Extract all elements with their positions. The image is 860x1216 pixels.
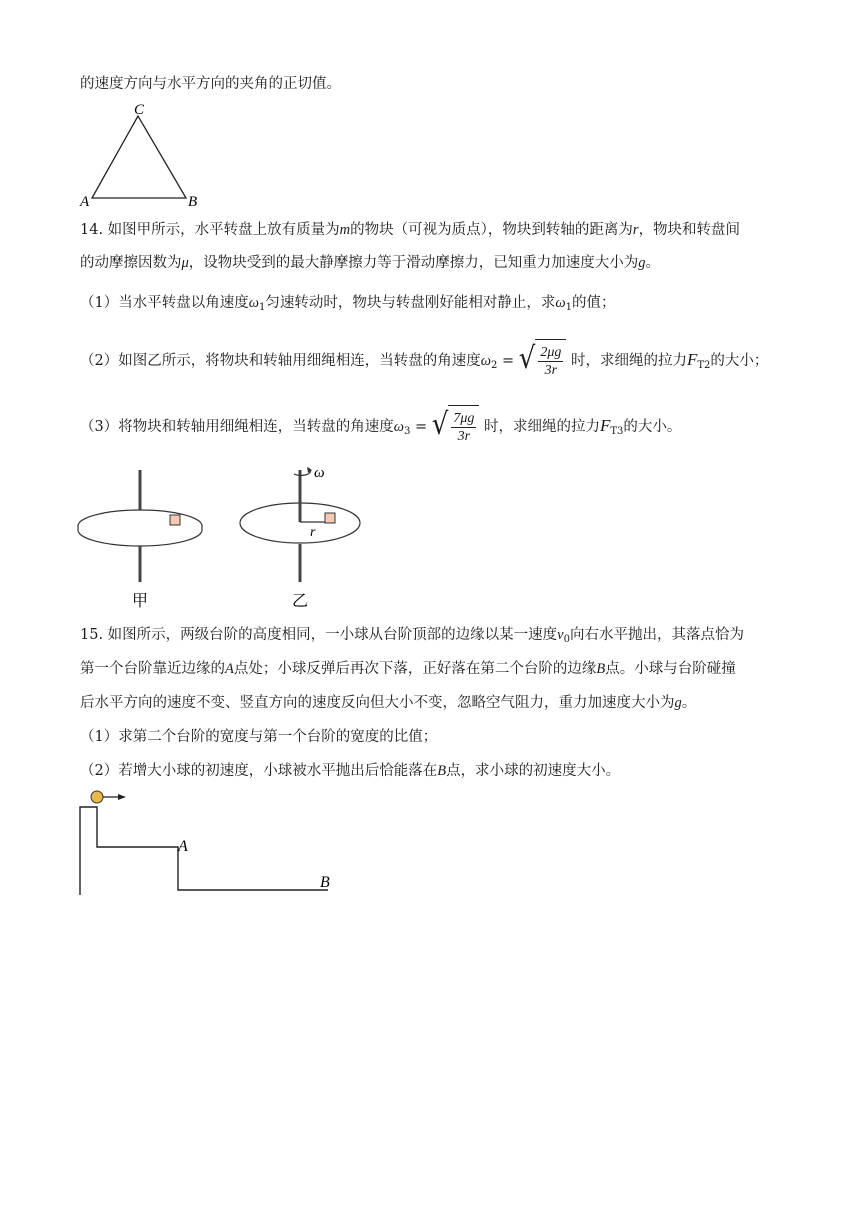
point-label-b: B xyxy=(320,874,330,891)
velocity-arrow-icon xyxy=(118,794,126,800)
q14-part1: （1）当水平转盘以角速度$\omega_1$匀速转动时，物块与转盘刚好能相对静止，求$\omega_1$的值； xyxy=(80,295,616,313)
vertex-label-c: C xyxy=(134,102,145,118)
turntable-jia xyxy=(78,470,202,610)
q15-number: 15. xyxy=(80,627,104,643)
label-r: r xyxy=(310,525,316,540)
q13-tail-text: 的速度方向与水平方向的夹角的正切值。 xyxy=(80,76,341,92)
q15-part2: （2）若增大小球的初速度，小球被水平抛出后恰能落在B点，求小球的初速度大小。 xyxy=(80,763,621,779)
triangle-figure xyxy=(76,100,206,210)
q15-part1: （1）求第二个台阶的宽度与第一个台阶的宽度的比值； xyxy=(80,729,438,745)
q14-part3: （3）将物块和转轴用细绳相连，当转盘的角速度$\omega_3$ = √ $\frac{7\mu g}{3r}$ 时，求细绳的拉力$F_{T3}$的大小。 xyxy=(80,404,681,448)
q15-line3: 后水平方向的速度不变、竖直方向的速度反向但大小不变，忽略空气阻力，重力加速度大小为g。 xyxy=(80,695,697,711)
q15-line2: 第一个台阶靠近边缘的A点处；小球反弹后再次下落，正好落在第二个台阶的边缘B点。小球与台阶碰撞 xyxy=(80,661,736,677)
vertex-label-b: B xyxy=(188,194,198,210)
block-jia xyxy=(170,515,180,525)
staircase-figure xyxy=(70,785,350,900)
q14-number: 14. xyxy=(80,222,104,238)
turntable-figures xyxy=(70,460,380,615)
sqrt-expression-omega3: √ $\frac{7\mu g}{3r}$ xyxy=(432,405,480,450)
q14-part2: （2）如图乙所示，将物块和转轴用细绳相连，当转盘的角速度$\omega_2$ = √ $\frac{2\mu g}{3r}$ 时，求细绳的拉力$F_{T2}$的大小； xyxy=(80,338,768,382)
block-yi xyxy=(325,513,335,523)
label-jia: 甲 xyxy=(132,593,149,610)
vertex-label-a: A xyxy=(80,194,90,210)
point-label-a: A xyxy=(178,838,188,855)
q15-line1: 15. 如图所示，两级台阶的高度相同，一小球从台阶顶部的边缘以某一速度$v_0$向右水平抛出，其落点恰为 xyxy=(80,627,744,645)
ball-icon xyxy=(91,791,103,803)
label-yi: 乙 xyxy=(292,593,309,610)
turntable-yi xyxy=(240,465,360,610)
label-omega: ω xyxy=(314,465,325,481)
q14-line1: 14. 如图甲所示，水平转盘上放有质量为m的物块（可视为质点），物块到转轴的距离为r，物块和转盘间 xyxy=(80,222,741,238)
q14-line2: 的动摩擦因数为μ，设物块受到的最大静摩擦力等于滑动摩擦力，已知重力加速度大小为g。 xyxy=(80,255,661,271)
sqrt-expression-omega2: √ $\frac{2\mu g}{3r}$ xyxy=(519,339,567,384)
